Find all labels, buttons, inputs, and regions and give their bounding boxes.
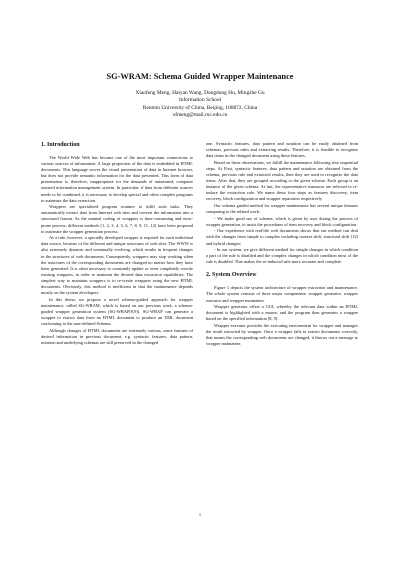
author-block: [0, 90, 400, 120]
page-number: 1: [198, 512, 202, 517]
feature-list-item: - In our system, we give different method for simple changes in which condition a part of the rule is disabled and the complex changes in which condition most of the rule is disabled. That makes the re-inducted rule more accurate and complete.: [206, 247, 358, 265]
intro-continued-paragraph: Our schema guided method for wrapper maintenance has several unique features comparing to the related work:: [206, 202, 358, 215]
paper-title: SG-WRAM: Schema Guided Wrapper Maintenance: [106, 72, 294, 81]
left-column: [41, 141, 193, 346]
intro-paragraph: Wrappers are specialized program routines to fulfil such tasks. They automatically extract data from Internet web sites and convert the information into a structured format. As the manual coding of wrappers is time-consuming and error-prone process, different methods [1, 2, 3, 4, 5, 6, 7, 8, 9, 11, 12] have been proposed to automate the wrapper generation process.: [41, 204, 193, 234]
overview-paragraph: Wrapper executor provides the executing environment for wrapper and manages the result extracted by wrapper. Once a wrapper fails to extract documents correctly, that means the corresponding web documents are changed, it throws out a message to wrapper maintainer.: [206, 322, 358, 347]
author-names: Xiaofeng Meng, Haiyan Wang, Dongdong Hu, Mingzhe Gu: [135, 90, 265, 96]
author-lab: Information School: [178, 97, 222, 104]
intro-paragraph: Although changes of HTML documents are extremely various, some features of desired information in previous document, e.g. syntactic features, data pattern, notation and underlying schemas are still preserved in the changed: [41, 327, 193, 345]
overview-paragraph: Wrapper generator offers a GUI, whereby the relevant data within an HTML document is highlighted with a mouse, and the program then generates a wrapper based on the specified information [8, 9].: [206, 304, 358, 322]
feature-list-item: - Our experience with real-life web documents shows that our method can deal with the changes from simple to complex including context shift, structural shift [12] and hybrid changes;: [206, 228, 358, 246]
intro-continued-paragraph: one. Syntactic features, data pattern and notation can be easily obtained from schemas, previous rules and extracting results. Therefore, it is feasible to recognize data items in the changed document using these features.: [206, 141, 358, 159]
intro-paragraph: In this demo, we propose a novel schema-guided approach for wrapper maintenance, called SG-WRAM, which is based on our previous work, a schema-guided wrapper generation system (SG-WRAP[8,9]). SG-WRAP can generate a wrapper to extract data from an HTML document to produce an XML document conforming to the user-defined Schema.: [41, 296, 193, 327]
intro-continued-paragraph: Based on these observations, we fulfill the maintenance following four sequential steps. At First, syntactic features, data pattern and notation are obtained from the schema, previous rule and extracted results, then they are used to recognize the data items. After that, they are grouped according to the given schema. Each group is an instance of the given schema. At last, the representative instances are selected to re-induce the extraction rule. We name these four steps as features discovery, item recovery, block configuration and wrapper reparation respectively.: [206, 159, 358, 202]
author-email: xfmeng@mail.ruc.edu.cn: [172, 112, 228, 119]
section-heading-system-overview: 2. System Overview: [206, 272, 257, 279]
intro-paragraph: As a rule, however, a specially developed wrapper is required for each individual data source, because of the different and unique structures of web sites. The WWW is also extremely dynamic and continually evolving, which results in frequent changes in the structures of web documents. Consequently, wrappers may stop working when the structures of the corresponding documents are changed no matter how they have been generated. It is often necessary to constantly update or even completely rewrite existing wrappers, in order to maintain the desired data extraction capabilities. The simplest way to maintain wrappers is to re-create wrappers using the new HTML documents. Obviously, this method is inefficient in that the maintenance depends mostly on the system developers.: [41, 235, 193, 296]
section-heading-introduction: 1. Introduction: [41, 142, 80, 148]
intro-paragraph: The World Wide Web has become one of the most important connections to various sources of information. A large proportion of the data is embedded in HTML documents. This language serves the visual presentation of data in Internet browser, but does not provide semantic information for the data presented. This form of data presentation is, therefore, inappropriate for the demands of automated, computer assisted information management system. In particular, if data from different sources needs to be combined, it is necessary to develop special and often complex programs to automate the data extraction.: [41, 155, 193, 203]
overview-paragraph: Figure 1 depicts the system architecture of wrapper extraction and maintenance. The whole system consists of three major components: wrapper generator, wrapper executor and wrapper maintainer.: [206, 285, 358, 303]
author-affiliation: Renmin University of China, Beijing, 100872, China: [142, 104, 258, 111]
feature-list-item: - We make good use of schema, which is given by user during the process of wrapper generation, to assist the procedures of item recovery and block configuration.: [206, 215, 358, 227]
right-column: [206, 141, 358, 348]
